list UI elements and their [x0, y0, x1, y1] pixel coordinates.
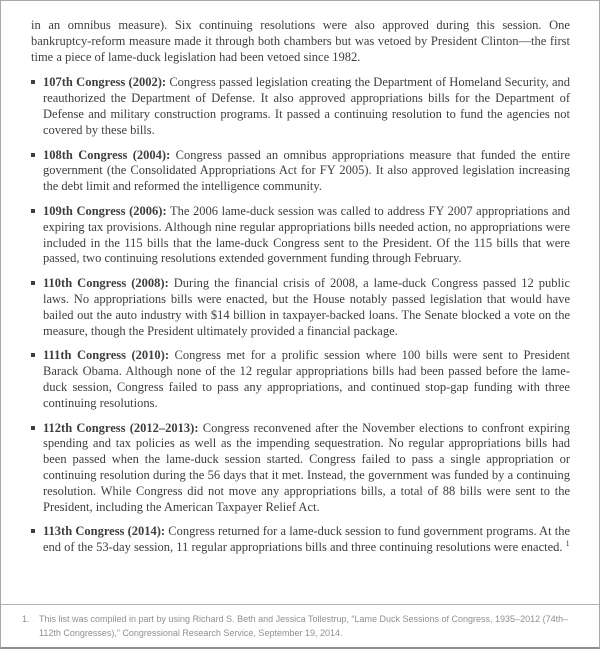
bullet-square-icon: [31, 353, 35, 357]
list-item: [31, 421, 570, 516]
congress-label: 111th Congress (2010):: [43, 348, 170, 363]
list-item: [31, 524, 570, 556]
congress-text: The 2006 lame-duck session was called to address FY 2007 appropriations and expiring tax provisions. Although nine regular appropriations bills needed action, no appropriations were included in the 115 bills that the lame-duck Congress sent to the President. Of the 115 bills that were passed, two continuing resolutions extended government funding through February.: [43, 203, 571, 266]
congress-text: During the financial crisis of 2008, a lame-duck Congress passed 12 public laws. No appropriations bills were enacted, but the House notably passed legislation that would have bailed out the auto industry with $14 billion in taxpayer-backed loans. The Senate blocked a vote on the measure, though the President ultimately provided a financial package.: [43, 276, 571, 338]
congress-list: [31, 75, 570, 556]
document-body: [1, 1, 599, 556]
congress-text: Congress returned for a lame-duck session to fund government programs. At the end of the 53-day session, 11 regular appropriations bills and three continuing resolutions were enacted.: [43, 524, 570, 555]
list-item: [31, 148, 570, 195]
bullet-square-icon: [31, 426, 35, 430]
footnote-text: This list was compiled in part by using Richard S. Beth and Jessica Tollestrup, “Lame Duck Sessions of Congress, 1935–2012 (74th–112th Congresses),” Congressional Research Service, September 19, 2014.: [39, 614, 569, 638]
list-item: [31, 204, 570, 267]
footnote-section: [1, 604, 599, 647]
footnote: [22, 612, 569, 640]
bullet-square-icon: [31, 209, 35, 213]
bullet-square-icon: [31, 281, 35, 285]
bullet-square-icon: [31, 529, 35, 533]
congress-label: 112th Congress (2012–2013):: [43, 420, 199, 435]
congress-label: 113th Congress (2014):: [43, 524, 166, 539]
bullet-square-icon: [31, 153, 35, 157]
footnote-reference: 1: [565, 538, 570, 548]
list-item: [31, 276, 570, 339]
footnote-number: 1.: [22, 614, 30, 624]
congress-label: 110th Congress (2008):: [43, 276, 169, 291]
congress-label: 109th Congress (2006):: [43, 203, 167, 218]
intro-paragraph: in an omnibus measure). Six continuing resolutions were also approved during this session. One bankruptcy-reform measure made it through both chambers but was vetoed by President Clinton—the first time a piece of lame-duck legislation had been vetoed since 1982.: [31, 18, 570, 64]
congress-label: 107th Congress (2002):: [43, 75, 167, 90]
bullet-square-icon: [31, 80, 35, 84]
list-item: [31, 75, 570, 138]
congress-label: 108th Congress (2004):: [43, 147, 171, 162]
congress-text: Congress passed legislation creating the Department of Homeland Security, and reauthorized the Department of Defense. It also approved appropriations bills for the Department of Defense and military construction programs. It passed a continuing resolution to fund the agencies not covered by these bills.: [43, 75, 570, 137]
list-item: [31, 348, 570, 411]
congress-text: Congress met for a prolific session where 100 bills were sent to President Barack Obama. Although none of the 12 regular appropriations bills had been passed before the lame-duck session, Congress failed to pass any appropriations, and continued stop-gap funding with three continuing resolutions.: [43, 348, 570, 410]
congress-text: Congress reconvened after the November elections to confront expiring spending and tax policies as well as the impending sequestration. No regular appropriations bills had been passed when the lame-duck session started. Congress failed to pass a single appropriation or continuing resolution during the 56 days that it met. Instead, the government was funded by a continuing resolution. While Congress did not move any appropriations bills, a total of 88 bills were sent to the President, including the American Taxpayer Relief Act.: [43, 420, 570, 514]
congress-text: Congress passed an omnibus appropriations measure that funded the entire government (the Consolidated Appropriations Act for FY 2005). It also approved legislation increasing the debt limit and reformed the intelligence community.: [43, 147, 570, 194]
